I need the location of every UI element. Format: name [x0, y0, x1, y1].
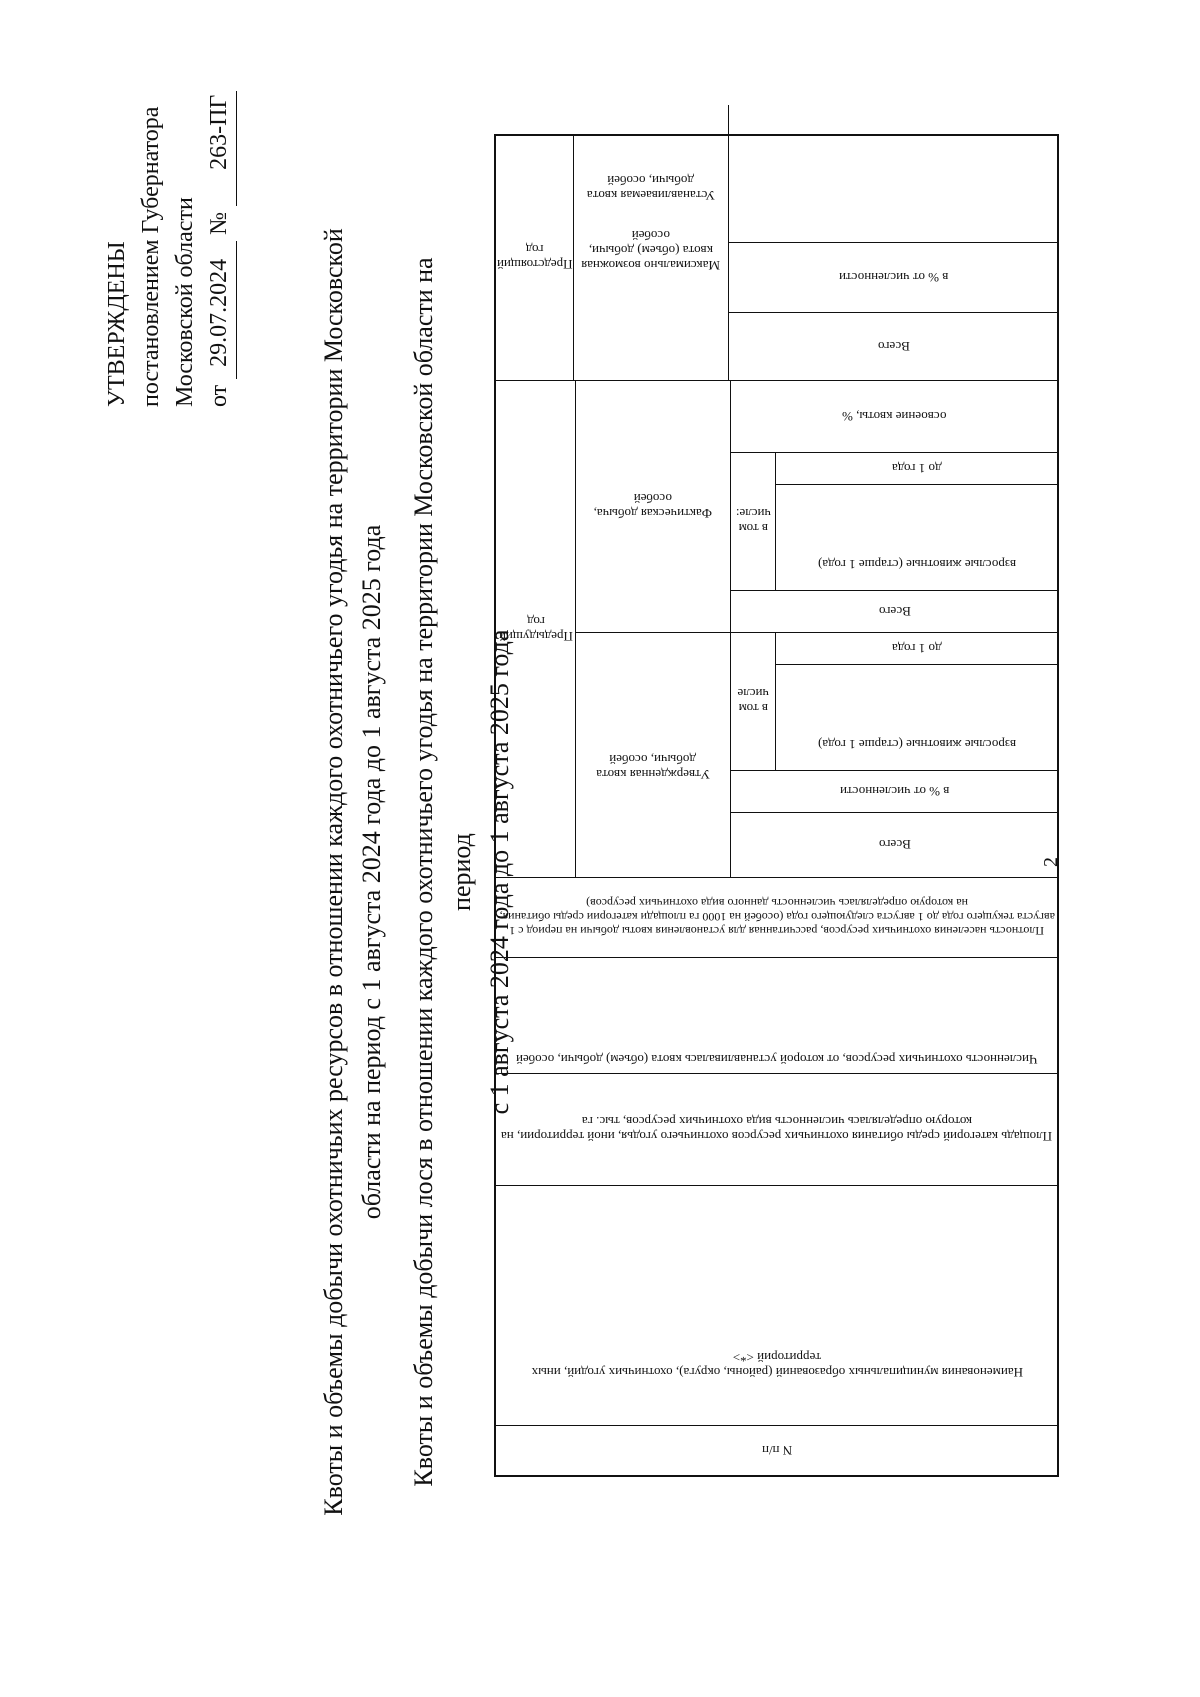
page-number: 2 — [1040, 857, 1062, 867]
caption-moose-line-2: с 1 августа 2024 года до 1 августа 2025 года — [485, 629, 514, 1115]
max-percent-header: в % от численности — [729, 242, 1059, 312]
caption-resources: Квоты и объемы добычи охотничьих ресурсов в отношении каждого охотничьего угодья на территории Московской области на период с 1 августа 2024 года до 1 августа 2025 года — [319, 228, 386, 1516]
actual-young-header: до 1 года — [776, 452, 1059, 484]
col-header-population: Численность охотничьих ресурсов, от которой устанавливалась квота (объем) добычи, особей — [496, 957, 1059, 1073]
col-header-number: N п/п — [496, 1425, 1059, 1475]
group-header-max-quota: Максимально возможная квота (объем) добычи, особей — [574, 105, 729, 380]
approval-date: 29.07.2024 — [202, 241, 237, 379]
max-total-header: Всего — [729, 312, 1059, 380]
caption-moose-line-1: Квоты и объемы добычи лося в отношении каждого охотничьего угодья на территории Московской области на период — [409, 257, 476, 1487]
col-header-density: Плотность населения охотничьих ресурсов, рассчитанная для установления квоты добычи на период с 1 августа текущего года до 1 августа следующего года (особей на 1000 га площади категории среды обитания, на которую определялась численность данного вида охотничьих ресурсов) — [496, 877, 1059, 957]
quota-use-header: освоение квоты, % — [731, 380, 1059, 452]
group-header-approved-quota: Утвержденная квота добычи, особей — [576, 632, 731, 877]
col-header-name: Наименования муниципальных образований (районы, округа), охотничьих угодий, иных территорий <*> — [496, 1185, 1059, 1425]
approval-line-2: Московской области — [172, 197, 198, 407]
actual-total-header: Всего — [731, 590, 1059, 632]
date-prefix: от — [206, 384, 232, 407]
group-header-actual-harvest: Фактическая добыча, особей — [576, 380, 731, 632]
approval-number: 263-ПГ — [202, 91, 237, 206]
approved-adults-header: взрослые животные (старше 1 года) — [776, 664, 1059, 770]
approved-percent-header: в % от численности — [731, 770, 1059, 812]
approval-title: УТВЕРЖДЕНЫ — [104, 241, 130, 407]
approved-total-header: Всего — [731, 812, 1059, 877]
number-sign: № — [206, 211, 232, 235]
actual-adults-header: взрослые животные (старше 1 года) — [776, 484, 1059, 590]
approved-including-header: в том числе — [731, 632, 776, 770]
approval-block — [100, 0, 237, 407]
approval-line-1: постановлением Губернатора — [138, 106, 164, 407]
approved-young-header: до 1 года — [776, 632, 1059, 664]
quota-table — [494, 134, 1059, 1477]
group-header-set-quota: Устанавливаемая квота добычи, особей — [574, 134, 729, 242]
col-header-area: Площадь категорий среды обитания охотничьих ресурсов охотничьего угодья, иной территории, на которую определялась численность вида охотничьих ресурсов, тыс. га — [496, 1073, 1059, 1185]
group-header-next-year: Предстоящий год — [496, 134, 574, 380]
approval-date-line — [202, 0, 237, 407]
group-header-previous-year: Предыдущий год — [496, 380, 576, 877]
actual-including-header: в том числе: — [731, 452, 776, 590]
